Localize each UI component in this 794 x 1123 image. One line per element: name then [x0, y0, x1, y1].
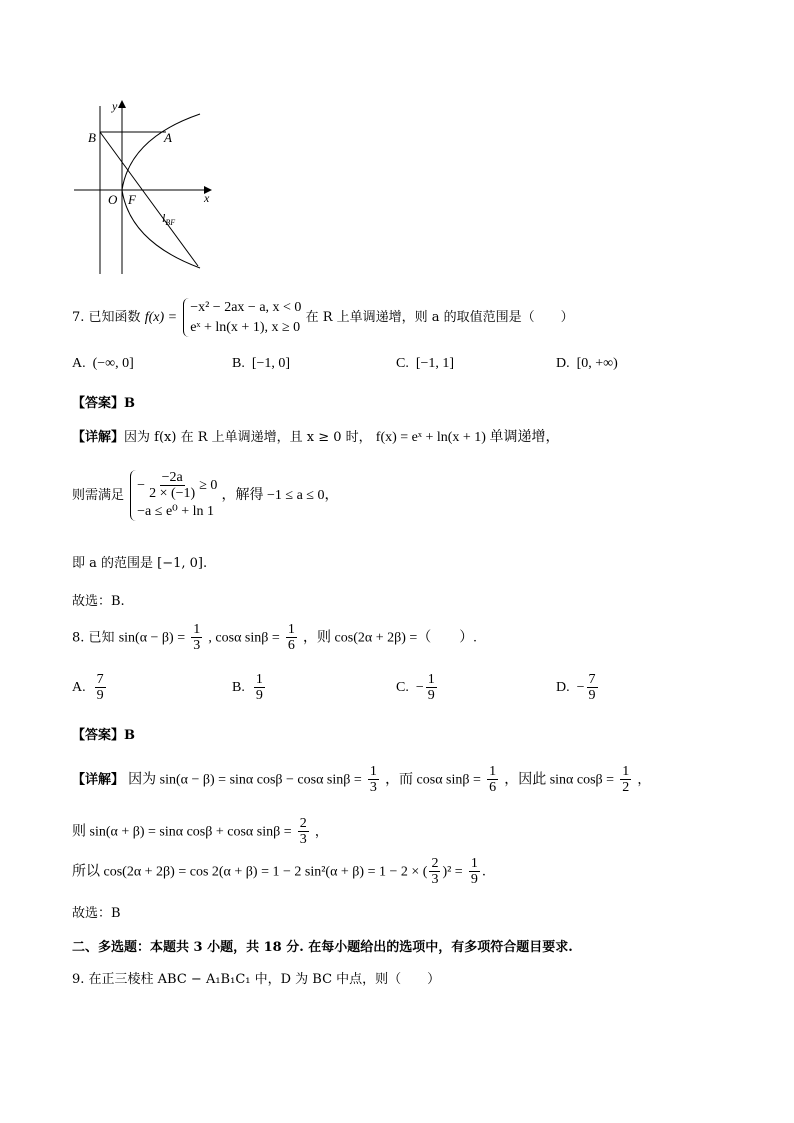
q7-option-d[interactable]: D. [0, +∞)	[556, 356, 618, 371]
q7-detail-2: 则需满足 − $\frac{-2a}{2 \times (-1)}$ ≥ 0 −a ≤ e⁰ + ln 1 ，解得 −1 ≤ a ≤ 0，	[72, 470, 339, 521]
label-a: A	[164, 130, 172, 145]
parabola-figure	[70, 98, 220, 278]
q8-detail-3: 所以 cos(2α + 2β) = cos 2(α + β) = 1 − 2 sin²(α + β) = 1 − 2 × ( $\frac{2}{3}$ )² = $\frac{1}{9}$ .	[72, 856, 486, 888]
q7-option-c[interactable]: C. [−1, 1]	[396, 356, 455, 371]
label-f: F	[128, 192, 136, 207]
label-b: B	[88, 130, 96, 145]
q8-stem: 8. 已知 sin(α − β) = $\frac{1}{3}$ , cosα sinβ = $\frac{1}{6}$ ，则 cos(2α + 2β) =（ ）.	[72, 622, 477, 654]
label-o: O	[108, 192, 118, 207]
q7-range: 即 a 的范围是 [−1, 0].	[72, 556, 208, 571]
label-x: x	[204, 191, 210, 205]
q8-option-a[interactable]: A. $\frac{7}{9}$	[72, 672, 104, 704]
q8-detail-1: 【详解】 因为 sin(α − β) = sinα cosβ − cosα sinβ = $\frac{1}{3}$ ，而 cosα sinβ = $\frac{1}{6}$ ，因此 sinα cosβ = $\frac{1}{2}$ ，	[72, 764, 651, 796]
q7-detail-1: 【详解】因为 f(x) 在 R 上单调递增，且 x ≥ 0 时， f(x) = eˣ + ln(x + 1) 单调递增，	[72, 430, 560, 445]
q8-answer: 【答案】B	[72, 728, 135, 743]
q7-choose: 故选：B.	[72, 594, 125, 609]
section-2-heading: 二、多选题：本题共 3 小题，共 18 分. 在每小题给出的选项中，有多项符合题目要求.	[72, 940, 573, 955]
q7-stem: 7. 已知函数 f(x) = −x² − 2ax − a, x < 0 eˣ + ln(x + 1), x ≥ 0 在 R 上单调递增，则 a 的取值范围是（ ）	[72, 298, 574, 337]
q8-detail-2: 则 sin(α + β) = sinα cosβ + cosα sinβ = $\frac{2}{3}$ ，	[72, 816, 328, 848]
label-y: y	[112, 99, 118, 113]
q8-option-d[interactable]: D. − $\frac{7}{9}$	[556, 672, 596, 704]
q7-option-a[interactable]: A. (−∞, 0]	[72, 356, 134, 371]
q7-case2: eˣ + ln(x + 1), x ≥ 0	[190, 319, 301, 335]
q7-case1: −x² − 2ax − a, x < 0	[190, 300, 302, 315]
q8-option-b[interactable]: B. $\frac{1}{9}$	[232, 672, 263, 704]
q8-option-c[interactable]: C. − $\frac{1}{9}$	[396, 672, 435, 704]
parabola-curve	[122, 114, 200, 268]
label-l: $l_{BF}$	[162, 211, 176, 227]
q7-answer: 【答案】B	[72, 396, 135, 411]
q8-choose: 故选：B	[72, 906, 121, 921]
q9-stem: 9. 在正三棱柱 ABC − A₁B₁C₁ 中，D 为 BC 中点，则（ ）	[72, 972, 441, 987]
q7-option-b[interactable]: B. [−1, 0]	[232, 356, 291, 371]
